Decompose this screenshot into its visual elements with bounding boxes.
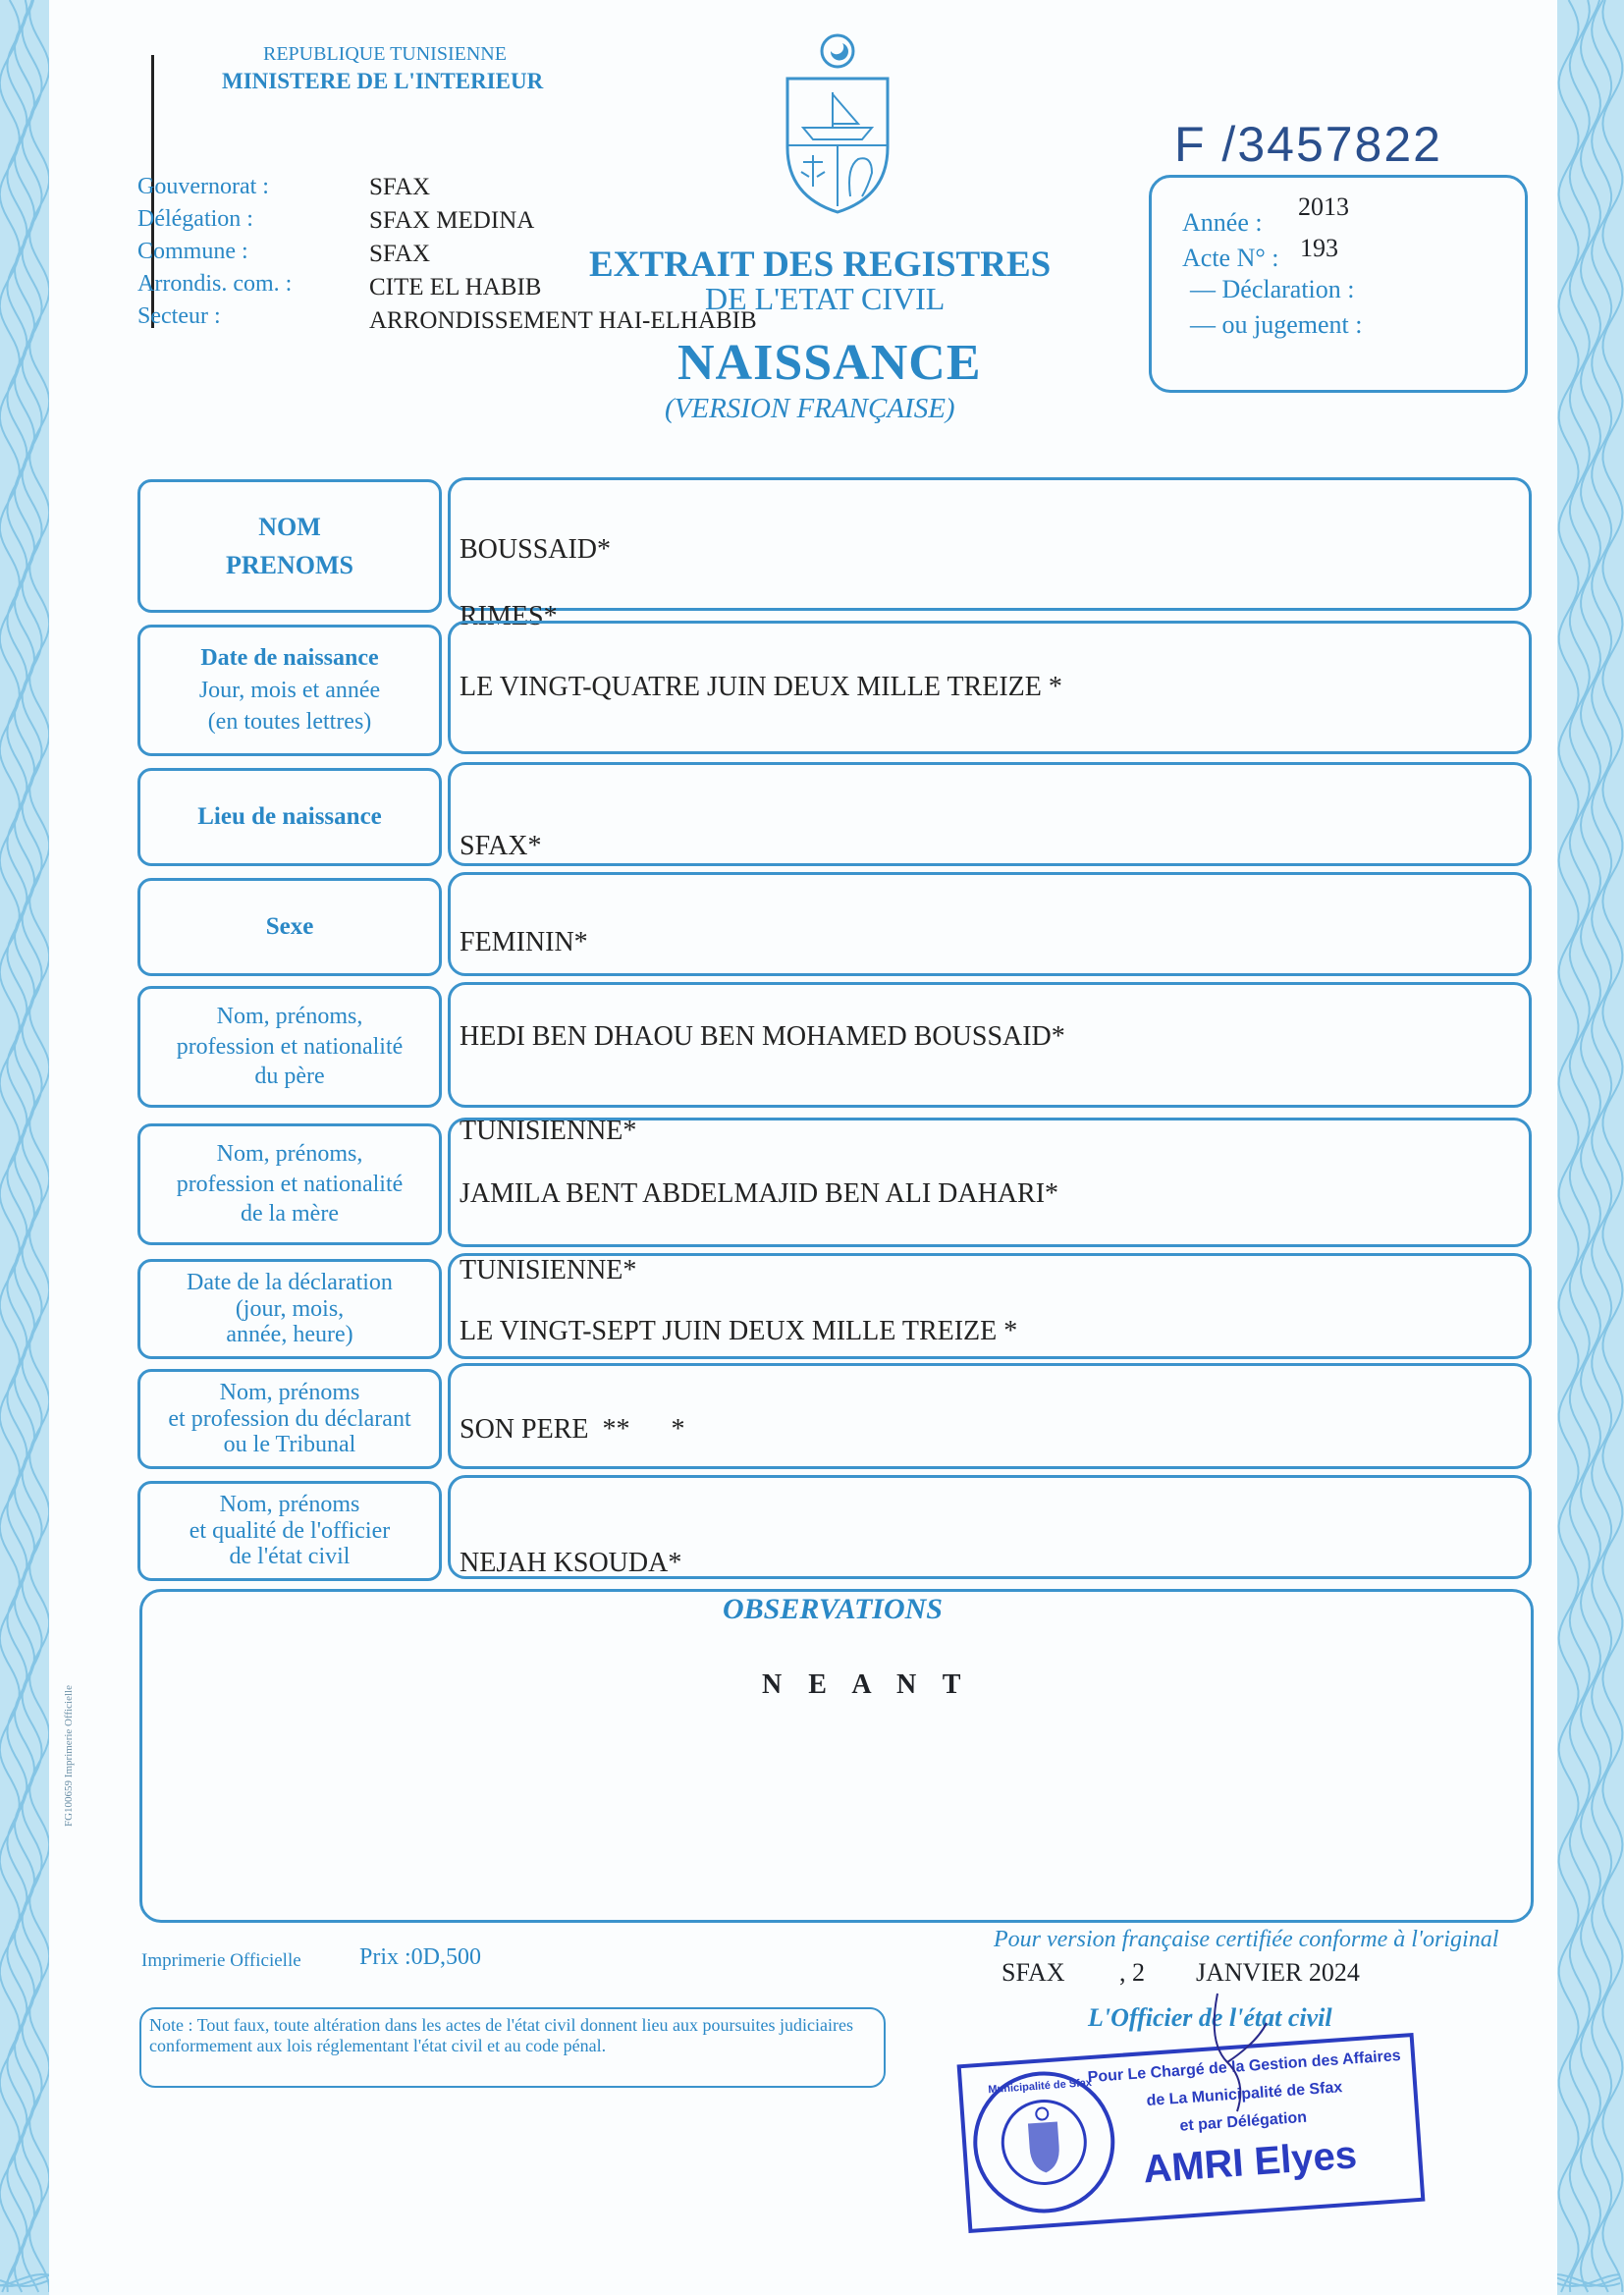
value-delegation: SFAX MEDINA [369,207,535,234]
label-officier-2: et qualité de l'officier [189,1517,391,1544]
value-prenoms: RIMES* [460,601,558,631]
value-declaration: LE VINGT-SEPT JUIN DEUX MILLE TREIZE * [460,1316,1018,1346]
acte-value: 193 [1300,234,1338,262]
label-prenoms: PRENOMS [226,551,353,579]
value-secteur: ARRONDISSEMENT HAI-ELHABIB [369,307,757,334]
admin-labels [137,171,292,333]
value-pere-nationalite: TUNISIENNE* [460,1116,637,1146]
month-year-text: JANVIER 2024 [1196,1958,1360,1987]
title-version: (VERSION FRANÇAISE) [665,393,955,424]
label-officier [137,1481,442,1581]
label-pere-1: Nom, prénoms, [216,1003,363,1029]
declaration-label: — Déclaration : [1190,275,1355,303]
label-date-naissance-sub2: (en toutes lettres) [207,709,372,736]
value-mere-nom: JAMILA BENT ABDELMAJID BEN ALI DAHARI* [460,1178,1059,1209]
price-text: Prix :0D,500 [359,1944,482,1970]
label-declarant-1: Nom, prénoms [219,1380,360,1406]
observations-box [139,1589,1534,1923]
label-declarant-2: et profession du déclarant [168,1405,411,1432]
value-declarant: SON PERE ** * [460,1414,685,1445]
label-mere [137,1123,442,1245]
printer-text: Imprimerie Officielle [141,1950,301,1971]
label-mere-3: de la mère [241,1201,339,1228]
label-arrondissement: Arrondis. com. : [137,271,293,297]
day-text: , 2 [1119,1958,1145,1987]
label-lieu-text: Lieu de naissance [197,803,382,830]
label-declarant-3: ou le Tribunal [223,1432,356,1458]
annee-value: 2013 [1298,192,1349,221]
label-gouvernorat: Gouvernorat : [137,174,269,199]
label-mere-1: Nom, prénoms, [216,1140,363,1167]
coat-of-arms-icon [774,29,901,216]
value-pere-nom: HEDI BEN DHAOU BEN MOHAMED BOUSSAID* [460,1021,1065,1052]
signature-icon [1178,1984,1296,2121]
label-sexe-text: Sexe [265,913,314,940]
acte-label: Acte N° : [1182,244,1279,272]
stamp-name: AMRI Elyes [1141,2133,1359,2192]
label-officier-1: Nom, prénoms [219,1492,360,1518]
stamp-line1: Pour Le Chargé de la Gestion des Affaires [1087,2047,1402,2087]
label-mere-2: profession et nationalité [176,1171,404,1197]
place-text: SFAX [1001,1958,1065,1987]
label-nom: NOM [258,512,321,541]
title-main: NAISSANCE [677,335,982,391]
observations-value: N E A N T [762,1669,971,1700]
value-lieu: SFAX* [460,831,542,861]
ministry-text: MINISTERE DE L'INTERIEUR [222,69,544,93]
value-date-naissance: LE VINGT-QUATRE JUIN DEUX MILLE TREIZE * [460,672,1062,702]
value-gouvernorat: SFAX [369,174,431,200]
value-box-sexe [448,872,1532,976]
value-box-lieu [448,762,1532,866]
label-declaration-1: Date de la déclaration [187,1270,393,1296]
value-mere-nationalite: TUNISIENNE* [460,1255,637,1285]
stamp-line2: de La Municipalité de Sfax [1146,2079,1343,2110]
jugement-label: — ou jugement : [1190,310,1363,339]
label-pere-3: du père [254,1064,325,1090]
note-text: Note : Tout faux, toute altération dans les actes de l'état civil donnent lieu aux poursuites judiciaires conformement aux lois réglementant l'état civil et au code pénal. [149,2015,853,2055]
label-commune: Commune : [137,239,248,264]
label-declaration-2: (jour, mois, [235,1295,345,1322]
label-delegation: Délégation : [137,206,253,232]
serial-number: F /3457822 [1174,117,1442,172]
label-officier-3: de l'état civil [229,1544,351,1570]
observations-title: OBSERVATIONS [723,1593,943,1625]
certified-text: Pour version française certifiée conforme à l'original [994,1927,1499,1952]
stamp-seal-text: Municipalité de Sfax [988,2076,1093,2097]
value-sexe: FEMININ* [460,927,588,957]
label-date-naissance-title: Date de naissance [200,644,379,671]
officer-title: L'Officier de l'état civil [1088,2003,1332,2032]
label-date-naissance-sub: Jour, mois et année [198,677,381,703]
value-officier: NEJAH KSOUDA* [460,1548,682,1578]
value-arrondissement: CITE EL HABIB [369,274,542,301]
label-date-naissance [137,625,442,756]
label-declaration-3: année, heure) [226,1322,353,1348]
value-commune: SFAX [369,241,431,267]
label-date-declaration [137,1259,442,1359]
title-line1: EXTRAIT DES REGISTRES [589,245,1052,285]
label-declarant [137,1369,442,1469]
label-nom-prenoms [137,479,442,613]
label-pere [137,986,442,1108]
side-printer-code: FG100659 Imprimerie Officielle [63,1685,75,1827]
label-pere-2: profession et nationalité [176,1033,404,1060]
label-lieu-naissance [137,768,442,866]
annee-label: Année : [1182,208,1263,237]
label-secteur: Secteur : [137,303,221,329]
title-line2: DE L'ETAT CIVIL [705,281,946,316]
value-nom: BOUSSAID* [460,534,612,565]
republic-text: REPUBLIQUE TUNISIENNE [263,43,507,65]
label-sexe [137,878,442,976]
stamp-line3: et par Délégation [1178,2108,1308,2135]
